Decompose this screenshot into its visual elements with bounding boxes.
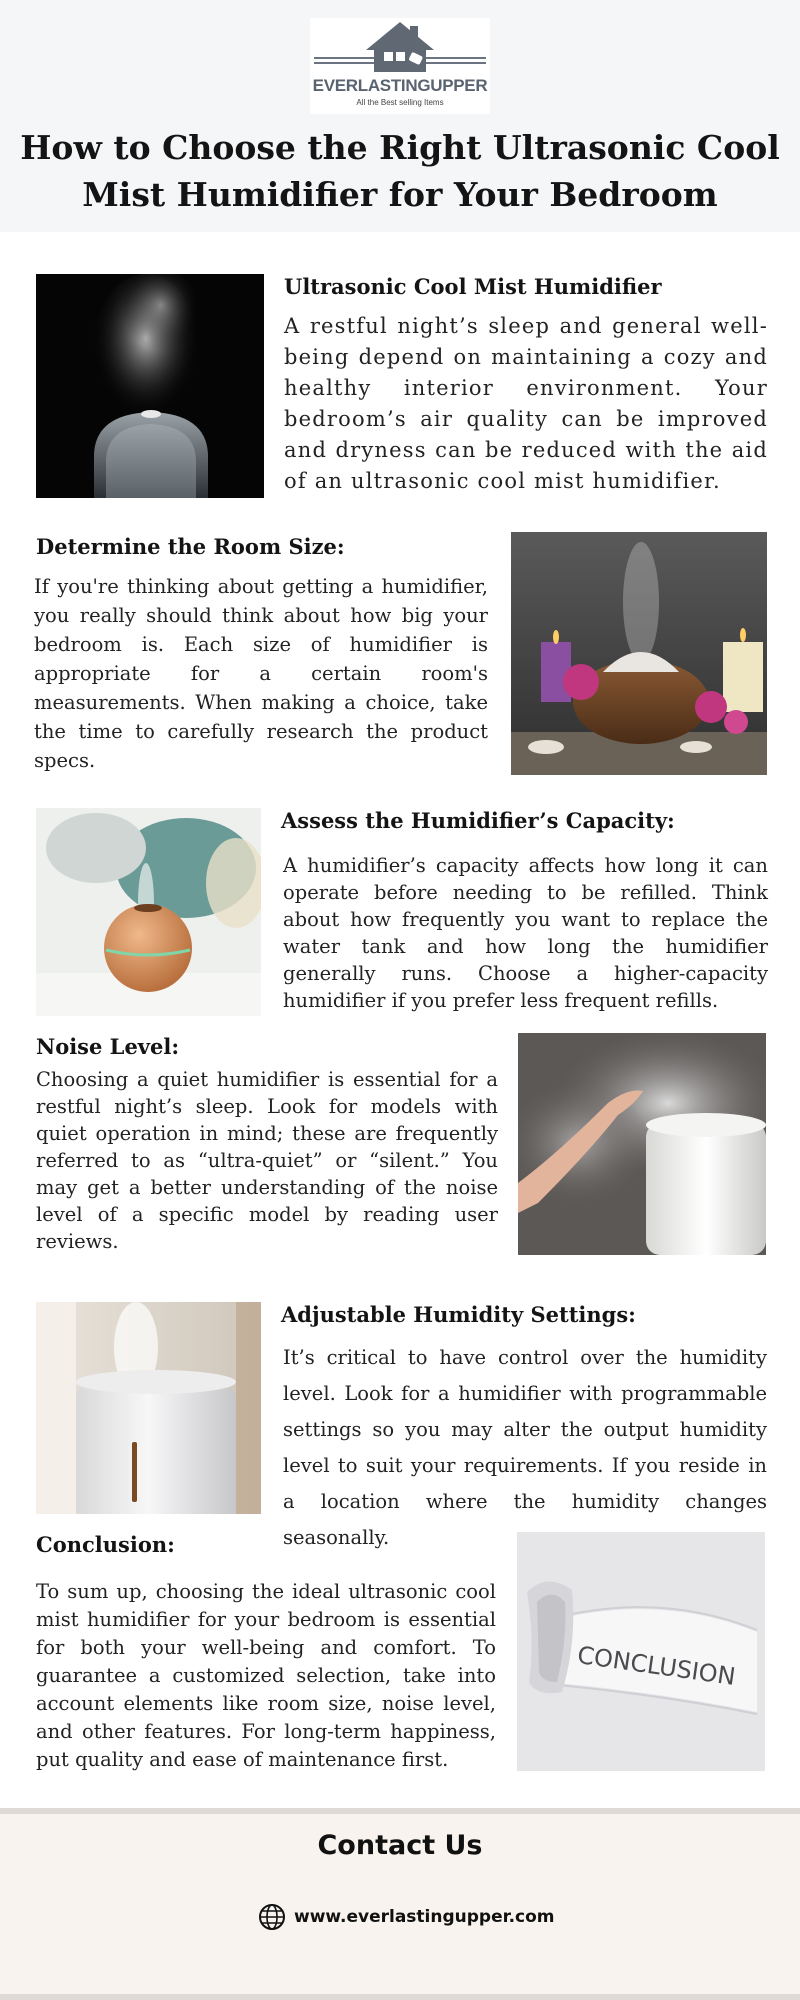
section-text: To sum up, choosing the ideal ultrasonic cool mist humidifier for your bedroom is essential for both your well-being and comfort. To guarantee a customized selection, take into account elements like room size, noise level, and other features. For long-term happiness, put quality and ease of maintenance first. bbox=[36, 1580, 496, 1771]
page-title: How to Choose the Right Ultrasonic Cool Mist Humidifier for Your Bedroom bbox=[20, 128, 780, 214]
section-heading: Ultrasonic Cool Mist Humidifier bbox=[284, 274, 662, 299]
aroma-diffuser-image bbox=[511, 532, 767, 775]
section-text: A restful night’s sleep and general well-being depend on maintaining a cozy and healthy interior environment. Your bedroom’s air quality can be improved and dryness can be reduced with the aid of an ultrasonic cool mist humidifier. bbox=[284, 314, 768, 493]
logo-name: EVERLASTINGUPPER bbox=[312, 76, 488, 95]
section-text: It’s critical to have control over the humidity level. Look for a humidifier with programmable settings so you may alter the output humidity level to suit your requirements. If you reside in a location where the humidity changes seasonally. bbox=[283, 1346, 767, 1549]
section-heading: Adjustable Humidity Settings: bbox=[281, 1302, 636, 1327]
section-heading: Noise Level: bbox=[36, 1034, 180, 1059]
section-text: A humidifier’s capacity affects how long it can operate before needing to be refilled. Think about how frequently you want to replace the water tank and how long the humidifier generally runs. Choose a higher-capacity humidifier if you prefer less frequent refills. bbox=[283, 854, 768, 1012]
hand-mist-image bbox=[518, 1033, 766, 1255]
logo-tagline: All the Best selling Items bbox=[356, 98, 444, 107]
wooden-humidifier-image bbox=[36, 808, 261, 1016]
conclusion-paper-image bbox=[517, 1532, 765, 1771]
section-heading: Conclusion: bbox=[36, 1532, 175, 1557]
section-text: Choosing a quiet humidifier is essential for a restful night’s sleep. Look for models with quiet operation in mind; these are frequently referred to as “ultra-quiet” or “silent.” You may get a better understanding of the noise level of a specific model by reading user reviews. bbox=[36, 1068, 498, 1253]
contact-title: Contact Us bbox=[317, 1830, 483, 1861]
contact-divider-top bbox=[0, 1808, 800, 1814]
humidifier-mist-image bbox=[36, 274, 264, 498]
globe-icon bbox=[258, 1903, 286, 1931]
section-heading: Determine the Room Size: bbox=[36, 534, 345, 559]
brand-logo[interactable] bbox=[310, 18, 490, 114]
page-header bbox=[0, 0, 800, 232]
website-link[interactable] bbox=[258, 1902, 555, 1932]
house-logo-icon bbox=[310, 18, 490, 78]
website-url[interactable]: www.everlastingupper.com bbox=[294, 1907, 555, 1927]
conclusion-image-label: CONCLUSION bbox=[575, 1641, 738, 1691]
contact-divider-bottom bbox=[0, 1994, 800, 2000]
section-text: If you're thinking about getting a humidifier, you really should think about how big your bedroom is. Each size of humidifier is appropriate for a certain room's measurements. When making a choice, take the time to carefully research the product specs. bbox=[34, 575, 488, 772]
section-heading: Assess the Humidifier’s Capacity: bbox=[281, 808, 675, 833]
white-humidifier-image bbox=[36, 1302, 261, 1514]
